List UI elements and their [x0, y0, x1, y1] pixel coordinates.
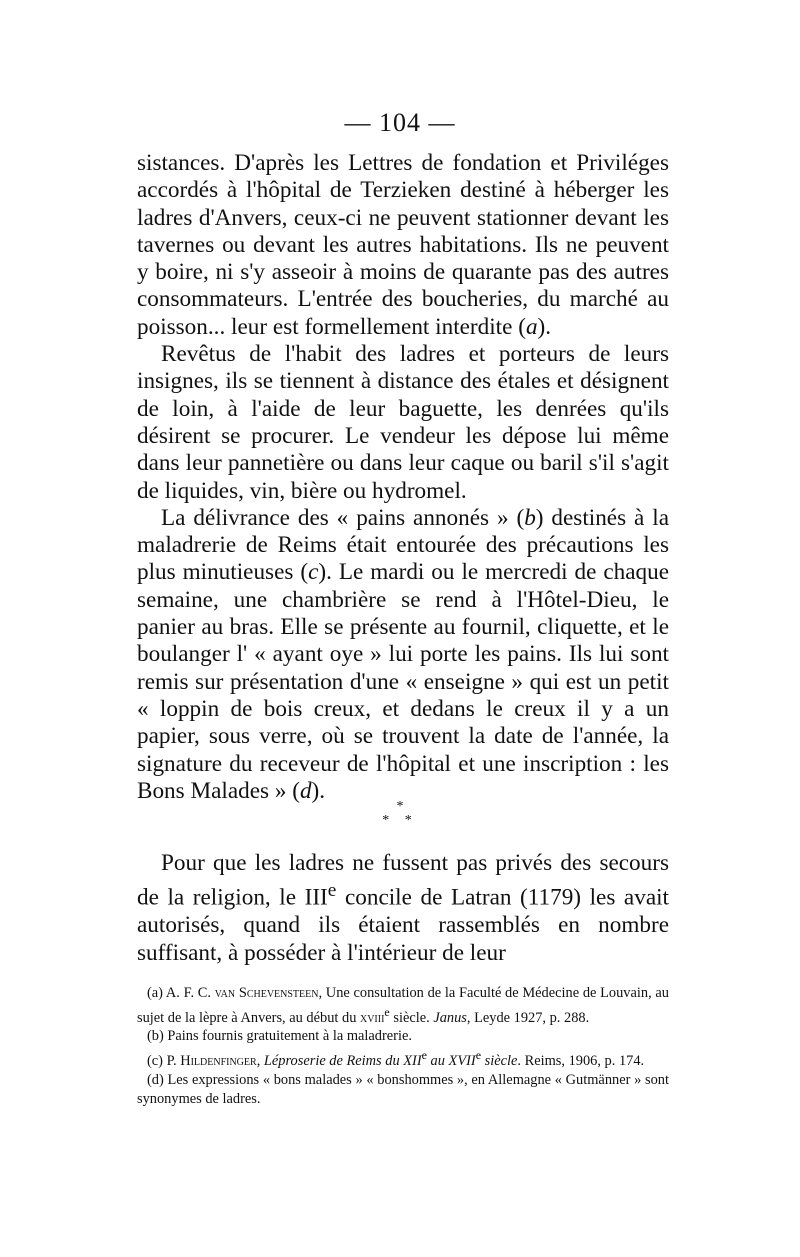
- paragraph-text: Pour que les ladres ne fussent pas privés des secours de la religion, le III: [137, 850, 669, 912]
- page-number: — 104 —: [344, 108, 456, 137]
- footnote-text: . Reims, 1906, p. 174.: [517, 1052, 645, 1069]
- footnote-c: [137, 1046, 669, 1071]
- footnote-text: , Une consultation de la Faculté de Médecine de Louvain, au sujet de la lèpre à Anvers, au début du: [137, 985, 669, 1026]
- footnote-text: , Leyde 1927, p. 288.: [466, 1009, 590, 1026]
- superscript: e: [421, 1048, 427, 1063]
- footnote-text: siècle.: [389, 1009, 434, 1026]
- book-title: au XVII: [426, 1052, 476, 1069]
- paragraph-text: Revêtus de l'habit des ladres et porteurs de leurs insignes, ils se tiennent à distance des étales et désignent de loin, à l'aide de leur baguette, les denrées qu'ils désirent se procurer. Le vendeur les dépose lui même dans leur pannetière ou dans leur caque ou baril s'il s'agit de liquides, vin, bière ou hydromel.: [137, 341, 669, 504]
- footnote-text: Les expressions « bons malades » « bonshommes », en Allemagne « Gutmänner » sont synonymes de ladres.: [137, 1071, 669, 1107]
- footnote-ref-b: b: [524, 504, 536, 531]
- footnote-ref-d: d: [299, 777, 312, 804]
- paragraph-text: ) destinés à la maladrerie de Reims était entourée des précautions les plus minutieuses (: [137, 504, 669, 586]
- book-title: siècle: [481, 1052, 518, 1069]
- author-name: van Schevensteen: [214, 985, 319, 1001]
- footnote-text: P.: [162, 1052, 181, 1069]
- paragraph-text: ). Le mardi ou le mercredi de chaque semaine, une chambrière se rend à l'Hôtel-Dieu, le panier au bras. Elle se présente au fournil, cliquette, et le boulanger l' « ayant oye » lui porte les pains. Ils lui sont remis sur présentation d'une « enseigne » qui est un petit « loppin de bois creux, et dedans le creux il y a un papier, sous verre, où se trouvent la date de l'année, la signature du receveur de l'hôpital et une inscription : les Bons Malades » (: [137, 559, 669, 804]
- paragraph-4: [137, 850, 669, 967]
- footnote-d: [137, 1071, 669, 1109]
- footnote-mark: (d): [147, 1071, 164, 1088]
- section-2-text: [137, 850, 669, 967]
- superscript: e: [327, 880, 337, 902]
- century-numeral: xviii: [359, 1009, 385, 1026]
- footnote-b: [137, 1027, 669, 1046]
- paragraph-text: ).: [537, 313, 552, 340]
- asterism-top: *: [396, 799, 404, 814]
- journal-title: Janus: [433, 1009, 467, 1026]
- footnote-mark: (c): [147, 1052, 163, 1069]
- paragraph-text: sistances. D'après les Lettres de fondation et Priviléges accordés à l'hôpital de Terzieken destiné à héberger les ladres d'Anvers, ceux-ci ne peuvent stationner devant les tavernes ou devant les autres habitations. Ils ne peuvent y boire, ni s'y asseoir à moins de quarante pas des autres consommateurs. L'entrée des boucheries, du marché au poisson... leur est formellement interdite (: [137, 150, 669, 340]
- footnote-ref-a: a: [525, 313, 538, 340]
- paragraph-2: [137, 341, 669, 505]
- paragraph-text: La délivrance des « pains annonés » (: [161, 504, 525, 531]
- footnote-text: Pains fournis gratuitement à la maladrerie.: [163, 1028, 412, 1045]
- paragraph-1: [137, 150, 669, 341]
- paragraph-3: [137, 505, 669, 805]
- asterism-bottom: * *: [382, 813, 418, 828]
- superscript: e: [384, 1004, 390, 1019]
- footnote-mark: (b): [147, 1028, 164, 1045]
- footnote-mark: (a): [147, 985, 163, 1001]
- footnote-text: ,: [256, 1052, 264, 1069]
- footnotes: [137, 984, 669, 1108]
- paragraph-text: concile de Latran (1179) les avait autorisés, quand ils étaient rassemblés en nombre suffisant, à posséder à l'intérieur de leur: [137, 885, 669, 966]
- superscript: e: [475, 1048, 482, 1063]
- book-title: Léproserie de Reims du XII: [263, 1052, 422, 1069]
- section-asterism: [0, 800, 800, 828]
- footnote-ref-c: c: [308, 559, 319, 586]
- paragraph-text: ).: [311, 777, 326, 804]
- main-text: [137, 150, 669, 805]
- author-name: Hildenfinger: [180, 1052, 257, 1069]
- footnote-a: [137, 984, 669, 1027]
- footnote-text: A. F. C.: [162, 985, 215, 1001]
